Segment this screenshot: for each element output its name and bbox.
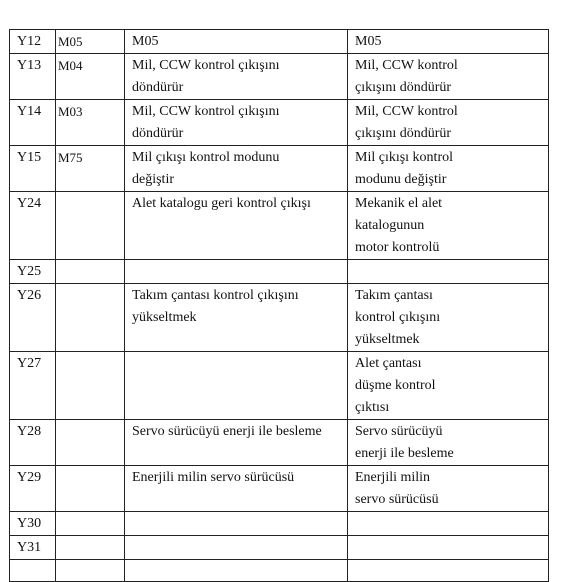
cell-line: düşme kontrol xyxy=(355,378,436,393)
mcode-cell xyxy=(56,536,125,560)
port-cell: Y28 xyxy=(10,420,56,466)
cell-line: Alet katalogu geri kontrol çıkışı xyxy=(132,196,311,211)
mcode-cell xyxy=(56,192,125,260)
cell-line: M05 xyxy=(132,34,159,49)
cell-line: Takım çantası xyxy=(355,288,433,303)
cell-line: katalogunun xyxy=(355,218,425,233)
table-row xyxy=(10,146,549,192)
description-cell xyxy=(125,536,348,560)
cell-line: Mil, CCW kontrol xyxy=(355,58,458,73)
table-row xyxy=(10,100,549,146)
table-row xyxy=(10,560,549,582)
table-row xyxy=(10,192,549,260)
alt-description-cell xyxy=(348,560,549,582)
mcode-cell xyxy=(56,284,125,352)
alt-description-cell xyxy=(348,466,549,512)
port-cell: Y14 xyxy=(10,100,56,146)
cell-line: Enerjili milin xyxy=(355,470,431,485)
cell-line: yükseltmek xyxy=(355,332,420,347)
cell-line: Enerjili milin servo sürücüsü xyxy=(132,470,295,485)
mcode-cell xyxy=(56,260,125,284)
port-cell: Y24 xyxy=(10,192,56,260)
port-cell: Y15 xyxy=(10,146,56,192)
port-cell: Y30 xyxy=(10,512,56,536)
port-cell: Y12 xyxy=(10,30,56,54)
mcode-cell: M75 xyxy=(56,146,125,192)
description-cell xyxy=(125,100,348,146)
description-cell xyxy=(125,466,348,512)
cell-line: Mil, CCW kontrol çıkışını xyxy=(132,58,280,73)
cell-line: Servo sürücüyü enerji ile besleme xyxy=(132,424,322,439)
port-cell: Y13 xyxy=(10,54,56,100)
description-cell xyxy=(125,192,348,260)
alt-description-cell xyxy=(348,192,549,260)
description-cell xyxy=(125,260,348,284)
alt-description-cell xyxy=(348,284,549,352)
alt-description-cell xyxy=(348,54,549,100)
description-cell xyxy=(125,54,348,100)
description-cell xyxy=(125,30,348,54)
alt-description-cell xyxy=(348,352,549,420)
port-cell xyxy=(10,560,56,582)
mcode-cell: M05 xyxy=(56,30,125,54)
mcode-cell xyxy=(56,560,125,582)
table-row xyxy=(10,536,549,560)
alt-description-cell xyxy=(348,30,549,54)
table-row xyxy=(10,466,549,512)
table-row xyxy=(10,352,549,420)
cell-line: döndürür xyxy=(132,126,184,141)
alt-description-cell xyxy=(348,420,549,466)
cell-line: Mil çıkışı kontrol modunu xyxy=(132,150,280,165)
mcode-cell xyxy=(56,466,125,512)
port-cell: Y29 xyxy=(10,466,56,512)
mcode-cell: M03 xyxy=(56,100,125,146)
cell-line: servo sürücüsü xyxy=(355,492,439,507)
port-cell: Y31 xyxy=(10,536,56,560)
table-row xyxy=(10,512,549,536)
description-cell xyxy=(125,352,348,420)
cell-line: modunu değiştir xyxy=(355,172,447,187)
description-cell xyxy=(125,146,348,192)
cell-line: Alet çantası xyxy=(355,356,422,371)
cell-line: enerji ile besleme xyxy=(355,446,454,461)
table-row xyxy=(10,420,549,466)
alt-description-cell xyxy=(348,512,549,536)
cell-line: Servo sürücüyü xyxy=(355,424,443,439)
mcode-cell xyxy=(56,512,125,536)
table-row xyxy=(10,284,549,352)
cell-line: kontrol çıkışını xyxy=(355,310,441,325)
cell-line: değiştir xyxy=(132,172,174,187)
alt-description-cell xyxy=(348,536,549,560)
mcode-cell xyxy=(56,420,125,466)
description-cell xyxy=(125,560,348,582)
description-cell xyxy=(125,284,348,352)
io-port-table xyxy=(9,29,549,582)
description-cell xyxy=(125,512,348,536)
port-cell: Y25 xyxy=(10,260,56,284)
mcode-cell xyxy=(56,352,125,420)
cell-line: Takım çantası kontrol çıkışını xyxy=(132,288,299,303)
mcode-cell: M04 xyxy=(56,54,125,100)
port-cell: Y27 xyxy=(10,352,56,420)
cell-line: M05 xyxy=(355,34,382,49)
cell-line: motor kontrolü xyxy=(355,240,440,255)
io-port-table-body xyxy=(10,30,549,582)
cell-line: çıkışını döndürür xyxy=(355,80,452,95)
cell-line: çıktısı xyxy=(355,400,390,415)
table-row xyxy=(10,260,549,284)
cell-line: Mekanik el alet xyxy=(355,196,443,211)
cell-line: döndürür xyxy=(132,80,184,95)
alt-description-cell xyxy=(348,146,549,192)
description-cell xyxy=(125,420,348,466)
alt-description-cell xyxy=(348,260,549,284)
cell-line: Mil çıkışı kontrol xyxy=(355,150,453,165)
cell-line: yükseltmek xyxy=(132,310,197,325)
table-row xyxy=(10,30,549,54)
port-cell: Y26 xyxy=(10,284,56,352)
alt-description-cell xyxy=(348,100,549,146)
table-row xyxy=(10,54,549,100)
cell-line: Mil, CCW kontrol xyxy=(355,104,458,119)
cell-line: Mil, CCW kontrol çıkışını xyxy=(132,104,280,119)
cell-line: çıkışını döndürür xyxy=(355,126,452,141)
